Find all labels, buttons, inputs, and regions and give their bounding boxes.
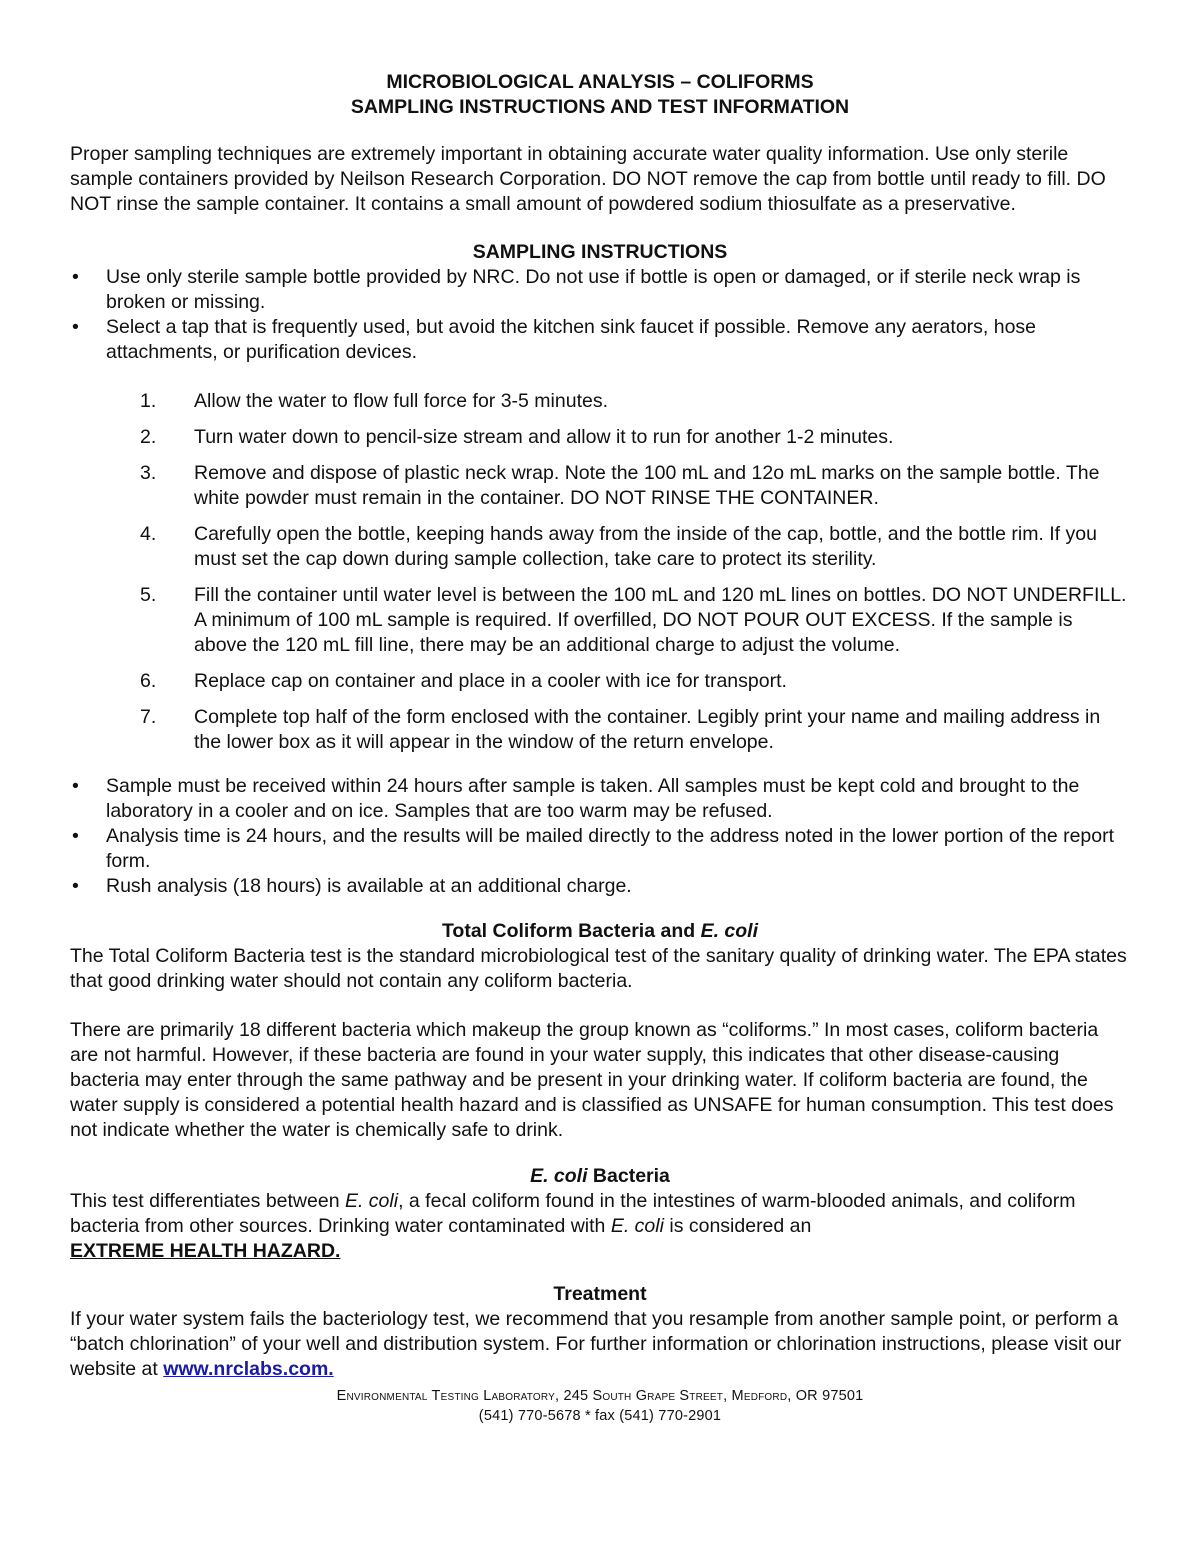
footer — [70, 1386, 1130, 1426]
treatment-heading: Treatment — [553, 1283, 647, 1305]
list-item: • Use only sterile sample bottle provided by NRC. Do not use if bottle is open or damaged, or if sterile neck wrap is broken or missing. — [72, 266, 1081, 313]
title-line-1: MICROBIOLOGICAL ANALYSIS – COLIFORMS — [386, 71, 814, 93]
step-item: 2. Turn water down to pencil-size stream and allow it to run for another 1-2 minutes. — [140, 426, 894, 448]
bullet-icon: • — [72, 316, 79, 338]
footer-phone: (541) 770-5678 * fax (541) 770-2901 — [478, 1408, 722, 1424]
document-page — [70, 70, 1130, 1426]
footer-address: Environmental Testing Laboratory, 245 South Grape Street, Medford, OR 97501 — [336, 1388, 864, 1404]
sampling-steps — [70, 389, 1130, 755]
coliform-paragraph-2: There are primarily 18 different bacteria which makeup the group known as “coliforms.” In most cases, coliform bacteria are not harmful. However, if these bacteria are found in your water supply, this indicates that other disease-causing bacteria may enter through the same pathway and be present in your drinking water. If coliform bacteria are found, the water supply is considered a potential health hazard and is classified as UNSAFE for human consumption. This test does not indicate whether the water is chemically safe to drink. — [70, 1019, 1114, 1141]
list-item: • Rush analysis (18 hours) is available at an additional charge. — [72, 875, 632, 897]
step-item: 6. Replace cap on container and place in a cooler with ice for transport. — [140, 670, 787, 692]
ecoli-heading: E. coli Bacteria — [530, 1165, 670, 1187]
list-item: • Analysis time is 24 hours, and the results will be mailed directly to the address noted in the lower portion of the report form. — [72, 825, 1115, 872]
title-line-2: SAMPLING INSTRUCTIONS AND TEST INFORMATION — [350, 96, 850, 118]
intro-paragraph: Proper sampling techniques are extremely important in obtaining accurate water quality information. Use only sterile sample containers provided by Neilson Research Corporation. DO NOT remove the cap from bottle until ready to fill. DO NOT rinse the sample container. It contains a small amount of powdered sodium thiosulfate as a preservative. — [70, 143, 1106, 215]
coliform-paragraph-1: The Total Coliform Bacteria test is the standard microbiological test of the sanitary quality of drinking water. The EPA states that good drinking water should not contain any coliform bacteria. — [70, 945, 1127, 992]
list-item: • Select a tap that is frequently used, but avoid the kitchen sink faucet if possible. Remove any aerators, hose attachments, or purification devices. — [72, 316, 1037, 363]
treatment-paragraph: If your water system fails the bacteriology test, we recommend that you resample from another sample point, or perform a “batch chlorination” of your well and distribution system. For further information or chlorination instructions, please visit our website at www.nrclabs.com. — [70, 1308, 1122, 1380]
step-item: 7. Complete top half of the form enclosed with the container. Legibly print your name and mailing address in the lower box as it will appear in the window of the return envelope. — [140, 706, 1101, 753]
hazard-warning: EXTREME HEALTH HAZARD. — [70, 1240, 341, 1262]
coliform-heading: Total Coliform Bacteria and E. coli — [441, 920, 759, 942]
step-item: 5. Fill the container until water level is between the 100 mL and 120 mL lines on bottles. DO NOT UNDERFILL. A minimum of 100 mL sample is required. If overfilled, DO NOT POUR OUT EXCESS. If the sample is above the 120 mL fill line, there may be an additional charge to adjust the volume. — [140, 584, 1127, 656]
step-item: 1. Allow the water to flow full force for 3-5 minutes. — [140, 390, 609, 412]
top-bullet-list — [70, 265, 1130, 365]
ecoli-paragraph: This test differentiates between E. coli, a fecal coliform found in the intestines of warm-blooded animals, and coliform bacteria from other sources. Drinking water contaminated with E. coli is considered an EXTREME HEALTH HAZARD. — [70, 1190, 1076, 1262]
step-item: 3. Remove and dispose of plastic neck wrap. Note the 100 mL and 12o mL marks on the sample bottle. The white powder must remain in the container. DO NOT RINSE THE CONTAINER. — [140, 462, 1100, 509]
bullet-icon: • — [72, 875, 79, 897]
sampling-heading: SAMPLING INSTRUCTIONS — [472, 241, 728, 263]
step-item: 4. Carefully open the bottle, keeping hands away from the inside of the cap, bottle, and the bottle rim. If you must set the cap down during sample collection, take care to protect its sterility. — [140, 523, 1097, 570]
bullet-icon: • — [72, 825, 79, 847]
document-title — [70, 70, 1130, 120]
bullet-icon: • — [72, 266, 79, 288]
bottom-bullet-list — [70, 774, 1130, 899]
list-item: • Sample must be received within 24 hours after sample is taken. All samples must be kept cold and brought to the laboratory in a cooler and on ice. Samples that are too warm may be refused. — [72, 775, 1080, 822]
bullet-icon: • — [72, 775, 79, 797]
website-link[interactable]: www.nrclabs.com. — [163, 1358, 334, 1380]
